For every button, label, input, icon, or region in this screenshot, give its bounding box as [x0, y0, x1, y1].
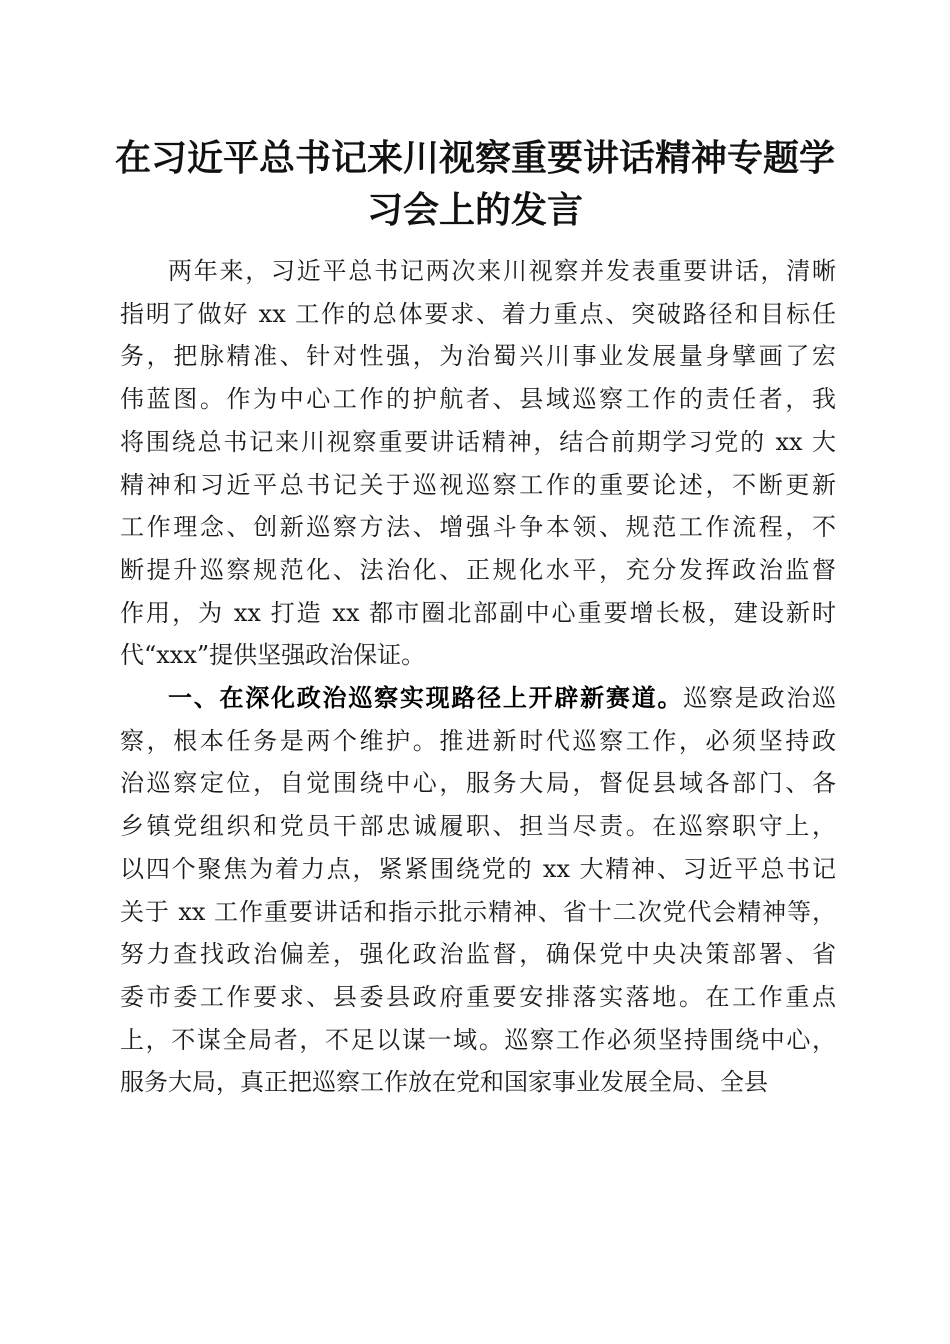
document-title	[110, 132, 840, 236]
text-line: 伟蓝图。作为中心工作的护航者、县域巡察工作的责任者，我	[120, 385, 836, 414]
text-line: 治巡察定位，自觉围绕中心，服务大局，督促县域各部门、各	[120, 769, 836, 798]
text-line: 代“xxx”提供坚强政治保证。	[120, 641, 426, 670]
text-line: 务，把脉精准、针对性强，为治蜀兴川事业发展量身擘画了宏	[120, 342, 836, 371]
paragraph-section-one	[120, 677, 836, 1104]
text-line: 精神和习近平总书记关于巡视巡察工作的重要论述，不断更新	[120, 470, 836, 499]
text-line: 作用，为 xx 打造 xx 都市圈北部副中心重要增长极，建设新时	[120, 598, 836, 627]
text-line: 服务大局，真正把巡察工作放在党和国家事业发展全局、全县	[120, 1068, 768, 1097]
title-line-1: 在习近平总书记来川视察重要讲话精神专题学	[114, 137, 835, 179]
text-line: 努力查找政治偏差，强化政治监督，确保党中央决策部署、省	[120, 940, 836, 969]
text-line: 断提升巡察规范化、法治化、正规化水平，充分发挥政治监督	[120, 555, 836, 584]
paragraph-intro	[120, 250, 836, 677]
text-line: 工作理念、创新巡察方法、增强斗争本领、规范工作流程，不	[120, 513, 836, 542]
text-line: 委市委工作要求、县委县政府重要安排落实落地。在工作重点	[120, 982, 836, 1011]
text-line: 以四个聚焦为着力点，紧紧围绕党的 xx 大精神、习近平总书记	[120, 854, 836, 883]
text-line	[120, 677, 836, 720]
text-line: 乡镇党组织和党员干部忠诚履职、担当尽责。在巡察职守上，	[120, 812, 836, 841]
section-heading: 一、在深化政治巡察实现路径上开辟新赛道。	[168, 684, 684, 713]
document-body	[120, 250, 836, 1104]
text-line: 关于 xx 工作重要讲话和指示批示精神、省十二次党代会精神等，	[120, 897, 836, 926]
text-line: 两年来，习近平总书记两次来川视察并发表重要讲话，清晰	[168, 257, 836, 285]
text-run: 巡察是政治巡	[683, 684, 837, 713]
text-line: 上，不谋全局者，不足以谋一域。巡察工作必须坚持围绕中心，	[120, 1025, 836, 1054]
text-line: 指明了做好 xx 工作的总体要求、着力重点、突破路径和目标任	[120, 299, 836, 328]
title-line-2: 习会上的发言	[366, 189, 583, 231]
text-line: 将围绕总书记来川视察重要讲话精神，结合前期学习党的 xx 大	[120, 427, 836, 456]
text-line: 察，根本任务是两个维护。推进新时代巡察工作，必须坚持政	[120, 726, 836, 755]
